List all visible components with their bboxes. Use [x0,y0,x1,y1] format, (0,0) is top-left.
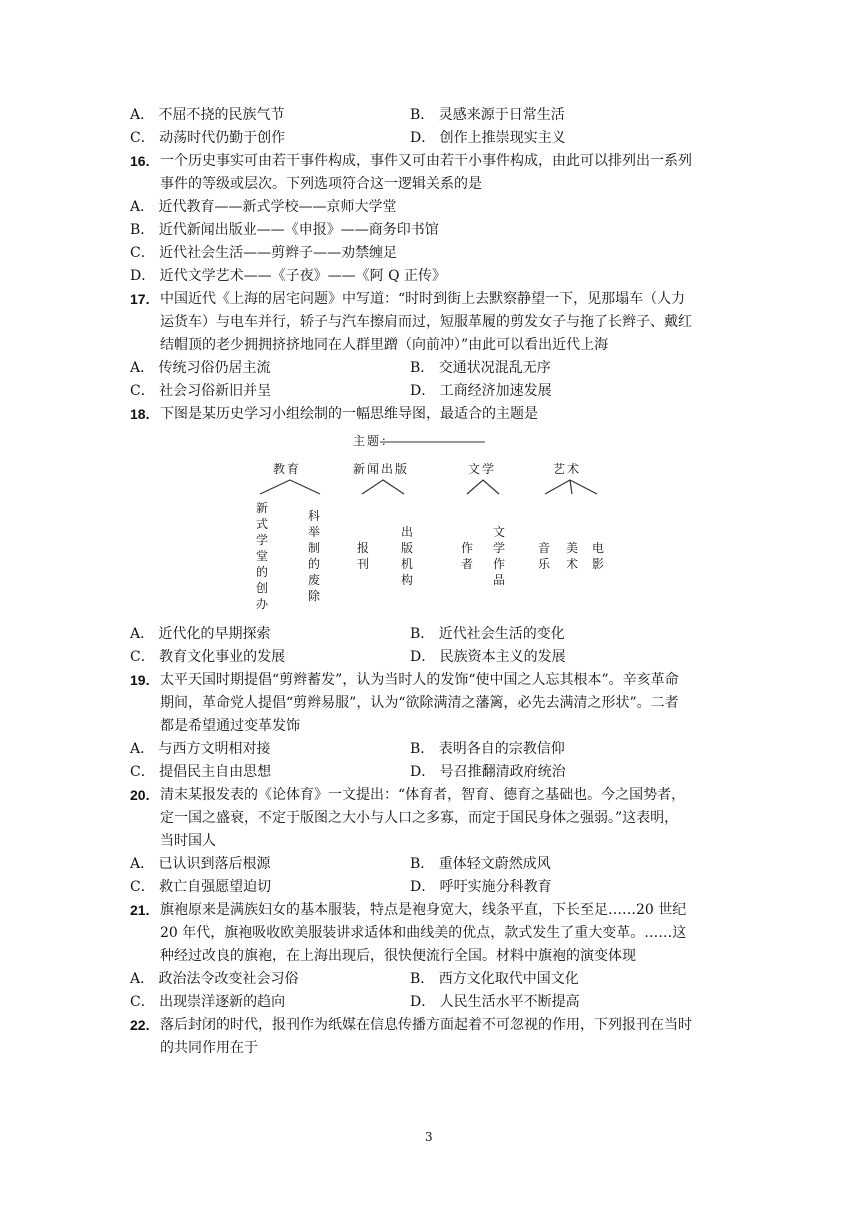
mind-map [245,430,625,610]
q21-stem-line1: 旗袍原来是满族妇女的基本服装，特点是袍身宽大，线条平直，下长至足……20 世纪 [160,902,687,918]
mind-map-theme-label: 主题： [353,434,396,448]
q21-number: 21. [130,902,150,918]
q21-option-c: C． 出现崇洋逐新的趋向 [130,994,286,1010]
q17-stem-line3: 结帽顶的老少拥拥挤挤地同在人群里蹭（向前冲）”由此可以看出近代上海 [160,337,609,353]
q20-number: 20. [130,787,150,803]
q15-option-d: D． 创作上推崇现实主义 [410,130,566,146]
q16-option-b: B． 近代新闻出版业——《申报》——商务印书馆 [130,222,439,238]
q19-option-d: D． 号召推翻清政府统治 [410,764,566,780]
mind-map-category-art: 艺术 [553,462,582,476]
q17-option-c: C． 社会习俗新旧并呈 [130,383,272,399]
q21-option-d: D． 人民生活水平不断提高 [410,994,580,1010]
q21-option-b: B． 西方文化取代中国文化 [410,971,579,987]
q19-stem-line3: 都是希望通过变革发饰 [160,718,300,734]
q20-option-d: D． 呼吁实施分科教育 [410,879,552,895]
q18-option-c: C． 教育文化事业的发展 [130,649,286,665]
q21-stem-line2: 20 年代，旗袍吸收欧美服装讲求适体和曲线美的优点，款式发生了重大变革。……这 [160,925,687,941]
q19-option-b: B． 表明各自的宗教信仰 [410,741,565,757]
mind-map-leaf-music: 音乐 [537,541,550,571]
q15-option-b: B． 灵感来源于日常生活 [410,107,565,123]
q18-number: 18. [130,406,150,422]
q18-option-d: D． 民族资本主义的发展 [410,649,566,665]
q19-option-c: C． 提倡民主自由思想 [130,764,272,780]
q16-option-a: A． 近代教育——新式学校——京师大学堂 [130,199,397,215]
q21-option-a: A． 政治法令改变社会习俗 [130,971,299,987]
q20-stem-line2: 定一国之盛衰，不定于版图之大小与人口之多寡，而定于国民身体之强弱。”这表明， [160,810,679,826]
q20-option-b: B． 重体轻文蔚然成风 [410,856,551,872]
mind-map-leaf-newspapers: 报刊 [356,541,369,571]
mind-map-leaf-authors: 作者 [460,541,473,571]
q18-stem-line1: 下图是某历史学习小组绘制的一幅思维导图，最适合的主题是 [160,406,538,422]
q16-option-c: C． 近代社会生活——剪辫子——劝禁缠足 [130,245,398,261]
mind-map-leaf-new-schools: 新式学堂的创办 [255,501,268,611]
q17-number: 17. [130,291,150,307]
q17-stem-line2: 运货车）与电车并行，轿子与汽车擦肩而过，短服革履的剪发女子与拖了长辫子、戴红 [160,314,692,330]
page-number: 3 [425,1130,433,1144]
q16-number: 16. [130,153,150,169]
mind-map-leaf-exam-abolition: 科举制的废除 [307,509,320,603]
q19-stem-line2: 期间，革命党人提倡“剪辫易服”，认为“欲除满清之藩篱，必先去满清之形状”。二者 [160,695,679,711]
q18-option-a: A． 近代化的早期探索 [130,626,271,642]
mind-map-leaf-literary-works: 文学作品 [492,525,505,587]
q16-option-d: D． 近代文学艺术——《子夜》——《阿 Q 正传》 [130,268,447,284]
q20-option-c: C． 救亡自强愿望迫切 [130,879,272,895]
q22-stem-line1: 落后封闭的时代，报刊作为纸媒在信息传播方面起着不可忽视的作用，下列报刊在当时 [160,1017,692,1033]
mind-map-leaf-film: 电影 [591,541,604,571]
q22-number: 22. [130,1017,150,1033]
q20-stem-line3: 当时国人 [160,833,216,849]
q22-stem-line2: 的共同作用在于 [160,1040,258,1056]
mind-map-leaf-publishers: 出版机构 [400,525,413,587]
mind-map-category-education: 教育 [273,462,302,476]
q21-stem-line3: 种经过改良的旗袍，在上海出现后，很快便流行全国。材料中旗袍的演变体现 [160,948,636,964]
q18-option-b: B． 近代社会生活的变化 [410,626,565,642]
q17-stem-line1: 中国近代《上海的居宅问题》中写道：“时时到街上去默察静望一下，见那塌车（人力 [160,291,686,307]
q17-option-d: D． 工商经济加速发展 [410,383,552,399]
q20-stem-line1: 清末某报发表的《论体育》一文提出：“体育者，智育、德育之基础也。今之国势者， [160,787,686,803]
mind-map-category-press: 新闻出版 [353,462,410,476]
q19-stem-line1: 太平天国时期提倡“剪辫蓄发”，认为当时人的发饰“使中国之人忘其根本”。辛亥革命 [160,672,679,688]
q17-option-b: B． 交通状况混乱无序 [410,360,551,376]
mind-map-lines [245,430,625,610]
mind-map-category-literature: 文学 [468,462,497,476]
q19-option-a: A． 与西方文明相对接 [130,741,271,757]
mind-map-leaf-fine-arts: 美术 [565,541,578,571]
q16-stem-line1: 一个历史事实可由若干事件构成，事件又可由若干小事件构成，由此可以排列出一系列 [160,153,692,169]
q16-stem-line2: 事件的等级或层次。下列选项符合这一逻辑关系的是 [160,176,482,192]
q20-option-a: A． 已认识到落后根源 [130,856,271,872]
q19-number: 19. [130,672,150,688]
q15-option-c: C． 动荡时代仍勤于创作 [130,130,286,146]
q15-option-a: A． 不屈不挠的民族气节 [130,107,285,123]
q17-option-a: A． 传统习俗仍居主流 [130,360,271,376]
